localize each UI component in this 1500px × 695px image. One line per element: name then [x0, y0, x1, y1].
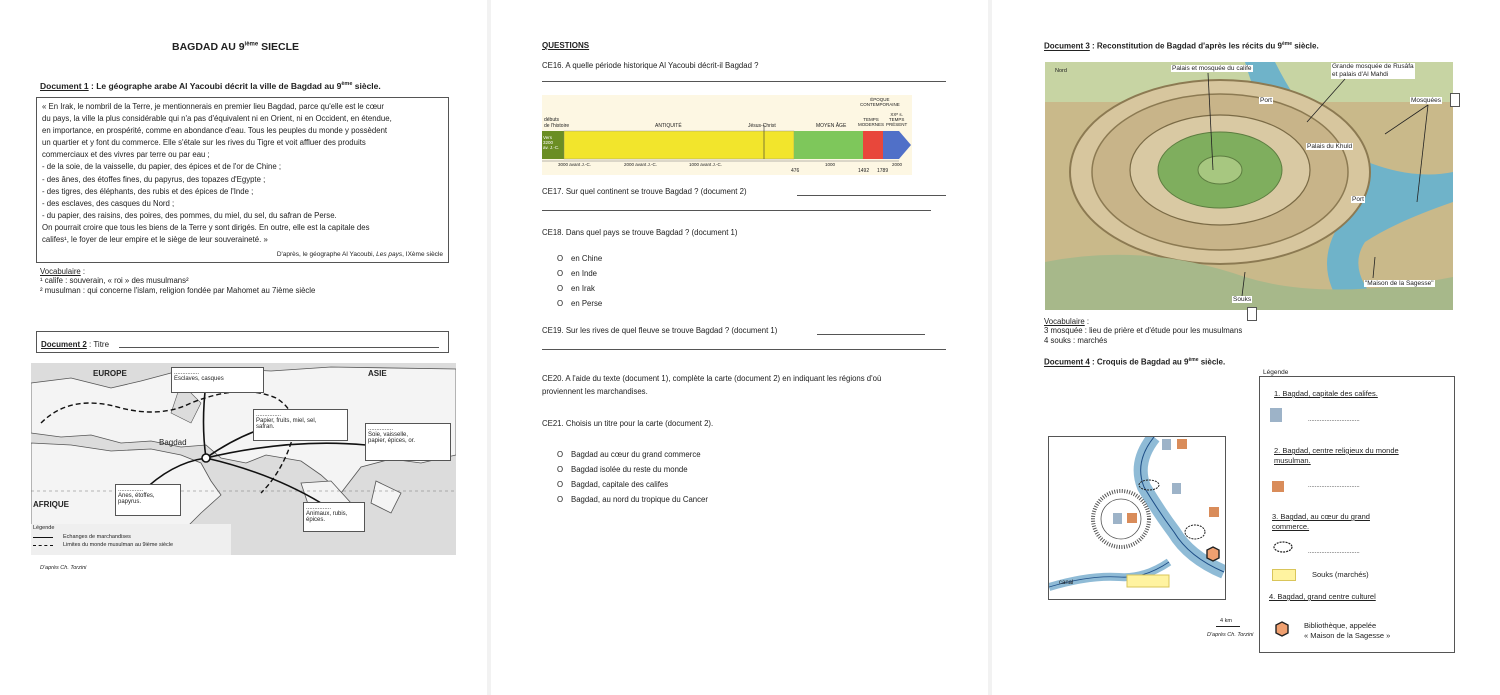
radio-circle-icon[interactable]: O [557, 450, 564, 459]
radio-circle-icon[interactable]: O [557, 254, 564, 263]
timeline [542, 95, 912, 175]
radio-option[interactable] [557, 269, 602, 278]
question-ce17: CE17. Sur quel continent se trouve Bagdad ? (document 2) [542, 187, 747, 196]
library-icon [1274, 621, 1290, 637]
quote-line: - des ânes, des étoffes fines, du papyrus, des topazes d'Egypte ; [42, 174, 266, 184]
quote-line: - des esclaves, des casques du Nord ; [42, 198, 175, 208]
radio-option[interactable] [557, 450, 708, 459]
radio-label: Bagdad au cœur du grand commerce [571, 450, 701, 459]
vocabulary-doc3: Vocabulaire : 3 mosquée : lieu de prière et d'étude pour les musulmans 4 souks : marchés [1044, 317, 1243, 345]
page-3 [992, 0, 1500, 695]
tl-temps-modernes: TEMPS MODERNES [858, 117, 885, 127]
doc2-title-box: Document 2 : Titre [36, 331, 449, 353]
radio-circle-icon[interactable]: O [557, 495, 564, 504]
radio-option[interactable] [557, 284, 602, 293]
radio-option[interactable] [557, 299, 602, 308]
label-palais-khuld: Palais du Khuld [1307, 143, 1353, 150]
tl-moyen-age: MOYEN ÂGE [816, 123, 847, 129]
page-title: BAGDAD AU 9ième SIECLE [172, 41, 300, 53]
page-1 [0, 0, 487, 695]
legend-item-1: 1. Bagdad, capitale des califes. [1274, 389, 1378, 398]
radio-option[interactable] [557, 465, 708, 474]
label-mosquees: Mosquées [1411, 97, 1441, 104]
question-ce16: CE16. A quelle période historique Al Yacoubi décrit-il Bagdad ? [542, 61, 759, 70]
questions-title: QUESTIONS [542, 41, 590, 50]
quote-line: « En Irak, le nombril de la Terre, je mentionnerais en premier lieu Bagdad, parce qu'elle est le cœur [42, 102, 384, 111]
ce18-options [557, 254, 602, 314]
question-ce19: CE19. Sur les rives de quel fleuve se trouve Bagdad ? (document 1) [542, 326, 778, 335]
question-ce18: CE18. Dans quel pays se trouve Bagdad ? (document 1) [542, 228, 738, 237]
doc4-heading: Document 4 : Croquis de Bagdad au 9ème siècle. [1044, 357, 1226, 367]
label-afrique: AFRIQUE [33, 500, 69, 509]
label-maison-sagesse: "Maison de la Sagesse" [1365, 280, 1434, 287]
leader-lines [1045, 62, 1453, 310]
box-chine[interactable]: ............... Soie, vaisselle, papier, épices, or. [365, 423, 451, 461]
quote-line: - de la soie, de la vaisselle, du papier, des épices et de l'or de Chine ; [42, 162, 282, 172]
radio-option[interactable] [557, 254, 602, 263]
quote-line: califes¹, le foyer de leur empire et le siège de leur souveraineté. » [42, 235, 268, 245]
label-port-2: Port [1352, 196, 1364, 203]
radio-label: Bagdad isolée du reste du monde [571, 465, 688, 474]
souks-icon [1272, 569, 1296, 581]
ce21-options [557, 450, 708, 510]
reconstruction-illustration [1045, 62, 1453, 310]
tl-debuts: débuts de l'histoire [544, 117, 570, 129]
tl-3000: 3000 avant J.-C. [558, 162, 592, 167]
radio-option[interactable] [557, 480, 708, 489]
answer-line-ce19a[interactable] [817, 334, 925, 335]
tl-epoque: ÉPOQUE CONTEMPORAINE [860, 97, 900, 107]
quote-line: du pays, la ville la plus considérable qui n'a pas d'équivalent ni en Orient, ni en Occident, en étendue, [42, 114, 392, 124]
quote-line: - des tigres, des éléphants, des rubis et des épices de l'Inde ; [42, 186, 254, 196]
radio-circle-icon[interactable]: O [557, 269, 564, 278]
legend-souks: Souks (marchés) [1312, 570, 1369, 579]
title-answer-line[interactable] [119, 347, 439, 348]
label-nord: Nord [1055, 68, 1067, 74]
tl-2000: 2000 avant J.-C. [624, 162, 658, 167]
tl-2000b: 2000 [892, 162, 903, 167]
vocabulary: Vocabulaire : ¹ calife : souverain, « roi » des musulmans² ² musulman : qui concerne l'islam, religion fondée par Mahomet au 7ième siècle [40, 267, 316, 295]
map-legend: Légende Echanges de marchandises Limites du monde musulman au 9ième siècle [31, 524, 231, 555]
doc3-heading: Document 3 : Reconstitution de Bagdad d'après les récits du 9ème siècle. [1044, 41, 1319, 51]
label-europe: EUROPE [93, 369, 127, 378]
quote-source: D'après, le géographe Al Yacoubi, Les pays, IXème siècle [276, 251, 443, 259]
label-grande-mosquee: Grande mosquée de Rusâfa et palais d'Al Mahdi [1332, 63, 1414, 78]
radio-option[interactable] [557, 495, 708, 504]
tl-1000: 1000 avant J.-C. [689, 162, 723, 167]
radio-circle-icon[interactable]: O [557, 299, 564, 308]
quote-line: un quartier et y font du commerce. Elle s'étale sur les rives du Tigre et voit affluer des produits [42, 138, 366, 148]
tl-476: 476 [791, 168, 800, 174]
radio-label: en Perse [571, 299, 603, 308]
label-canal: canal [1059, 580, 1074, 586]
quote-line: commerciaux et des vivres par terre ou par eau ; [42, 150, 210, 160]
port-icon [1272, 540, 1294, 554]
radio-label: en Inde [571, 269, 598, 278]
scale-bar [1216, 626, 1240, 627]
answer-box-souks[interactable] [1247, 307, 1257, 321]
label-bagdad: Bagdad [159, 438, 187, 447]
radio-circle-icon[interactable]: O [557, 480, 564, 489]
tl-1000b: 1000 [825, 162, 836, 167]
box-nord[interactable]: ............... Esclaves, casques [171, 367, 264, 393]
box-egypte[interactable]: ............... Anes, étoffes, papyrus. [115, 484, 181, 516]
legend-library: Bibliothèque, appelée « Maison de la Sagesse » [1304, 621, 1391, 640]
radio-label: Bagdad, au nord du tropique du Cancer [571, 495, 708, 504]
radio-label: en Irak [571, 284, 595, 293]
quote-line: - du papier, des raisins, des poires, des pommes, du miel, du sel, du safran de Perse. [42, 210, 337, 220]
doc1-quote-box [36, 97, 449, 263]
answer-line-ce17b[interactable] [542, 210, 931, 211]
sketch-graphic [1049, 437, 1226, 600]
mosque-icon [1272, 481, 1284, 492]
legend-item-4: 4. Bagdad, grand centre culturel [1269, 592, 1376, 601]
sketch-legend [1259, 376, 1455, 653]
legend-item-2: 2. Bagdad, centre religieux du monde musulman. [1274, 446, 1399, 465]
sketch-credit: D'après Ch. Torzini [1207, 632, 1254, 638]
label-souks: Souks [1233, 296, 1252, 303]
doc1-heading: Document 1 : Le géographe arabe Al Yacoubi décrit la ville de Bagdad au 9ème siècle. [40, 81, 381, 91]
label-port-1: Port [1260, 97, 1272, 104]
legend-dots-1[interactable]: ............................... [1308, 417, 1360, 423]
scale-label: 4 km [1220, 618, 1232, 624]
radio-label: en Chine [571, 254, 603, 263]
sketch-map [1048, 436, 1226, 600]
box-perse[interactable]: ............... Papier, fruits, miel, sel, safran. [253, 409, 348, 441]
tl-antiquite: ANTIQUITÉ [655, 123, 682, 129]
answer-line-ce17a[interactable] [797, 195, 946, 196]
legend-item-3: 3. Bagdad, au cœur du grand commerce. [1272, 512, 1370, 531]
tl-vers: Vers 3200 av. J.-C. [543, 135, 560, 150]
page-2 [491, 0, 988, 695]
question-ce21: CE21. Choisis un titre pour la carte (document 2). [542, 419, 714, 428]
legend-dots-2[interactable]: ............................... [1308, 483, 1360, 489]
tl-jesus: Jésus-Christ [748, 123, 776, 129]
legende-title: Légende [1263, 369, 1289, 376]
question-ce20: CE20. A l'aide du texte (document 1), complète la carte (document 2) en indiquant les régions d'où proviennent les marchandises. [542, 374, 882, 397]
quote-line: en importance, en prospérité, comme en abondance d'eau. Tous les peuples du monde y possèdent [42, 126, 388, 136]
timeline-graphic [542, 95, 912, 175]
answer-box-mosquees[interactable] [1450, 93, 1460, 107]
tl-1492: 1492 [858, 168, 870, 174]
label-asie: ASIE [368, 369, 387, 378]
radio-circle-icon[interactable]: O [557, 465, 564, 474]
answer-line-ce16[interactable] [542, 81, 946, 82]
label-palais-mosquee: Palais et mosquée du calife [1172, 65, 1252, 72]
radio-circle-icon[interactable]: O [557, 284, 564, 293]
quote-text [42, 101, 443, 246]
map-credit: D'après Ch. Torzini [40, 565, 87, 571]
palace-icon [1270, 408, 1282, 422]
answer-line-ce19b[interactable] [542, 349, 946, 350]
radio-label: Bagdad, capitale des califes [571, 480, 669, 489]
legend-dots-3[interactable]: ............................... [1308, 549, 1360, 555]
box-inde[interactable]: ............... Animaux, rubis, épices. [303, 502, 365, 532]
quote-line: On pourrait croire que tous les biens de la Terre y sont dirigés. En outre, elle est la capitale des [42, 222, 370, 232]
trade-map [31, 363, 456, 555]
tl-1789: 1789 [877, 168, 889, 174]
tl-xx: XXᵉ s. TEMPS PRÉSENT [886, 112, 908, 127]
